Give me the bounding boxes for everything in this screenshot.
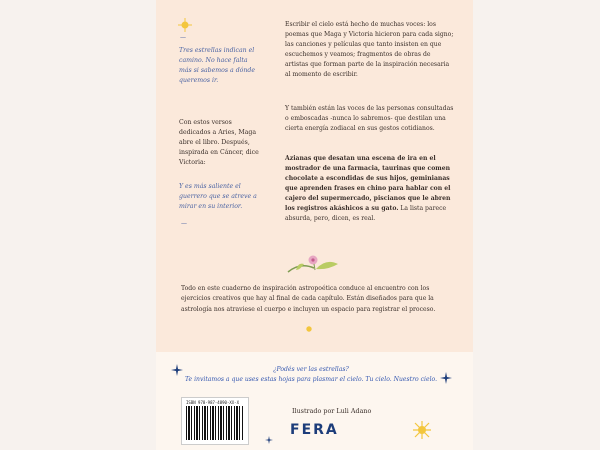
yellow-star-icon: [178, 18, 192, 32]
publisher-logo: FERA: [290, 422, 339, 438]
barcode-bars: [186, 406, 244, 440]
small-yellow-star-icon: [304, 324, 314, 334]
flower-illustration: [286, 252, 342, 276]
poem-opening: Tres estrellas indican el camino. No hace falta más si sabemos a dónde queremos ir.: [179, 47, 255, 84]
yellow-sun-icon: [412, 420, 432, 440]
illustrator-credit: Ilustrado por Luli Adano: [292, 407, 372, 415]
barcode-number: ISBN 978-987-4890-XX-X: [186, 400, 239, 405]
poem-closing: Y es más saliente el guerrero que se atreve a mirar en su interior.: [179, 183, 257, 210]
description-paragraph: Todo en este cuaderno de inspiración astropoética conduce al encuentro con los ejercicios creativos que hay al final de cada capítulo. Están diseñados para que la astrología nos atraviese el cuerpo e incluyen un espacio para registrar el proceso.: [181, 285, 436, 313]
question-1: ¿Podés ver las estrellas?: [273, 366, 349, 373]
dash-top: —: [180, 34, 186, 41]
invitation-text: [176, 365, 446, 385]
question-2: Te invitamos a que uses estas hojas para plasmar el cielo. Tu cielo. Nuestro cielo.: [184, 376, 438, 383]
navy-star-icon-small: [265, 436, 273, 444]
paragraph-3-bold: Azianas que desatan una escena de ira en el mostrador de una farmacia, taurinas que comen chocolate a escondidas de sus hijos, geminianas que aprenden frases en chino para hablar con el cajero del supermercado, piscianos que le abren los registros akáshicos a su gato.: [285, 155, 451, 212]
paragraph-1: Escribir el cielo está hecho de muchas voces: los poemas que Maga y Victoria hicieron para cada signo; las canciones y películas que tanto insisten en que escuchemos y veamos; fragmentos de obras de artistas que forman parte de la inspiración necesaria al momento de escribir.: [285, 21, 454, 78]
intro-prose: Con estos versos dedicados a Aries, Maga abre el libro. Después, inspirada en Cáncer, dice Victoria:: [179, 119, 259, 166]
paragraph-3: [285, 154, 455, 224]
paragraph-3-regular: La lista parece absurda, pero, dicen, es real.: [285, 205, 447, 222]
barcode: [181, 397, 249, 445]
dash-bottom: —: [181, 220, 187, 227]
paragraph-2: Y también están las voces de las personas consultadas o emboscadas -nunca lo sabremos- que destilan una cierta energía zodiacal en sus gestos cotidianos.: [285, 105, 454, 132]
